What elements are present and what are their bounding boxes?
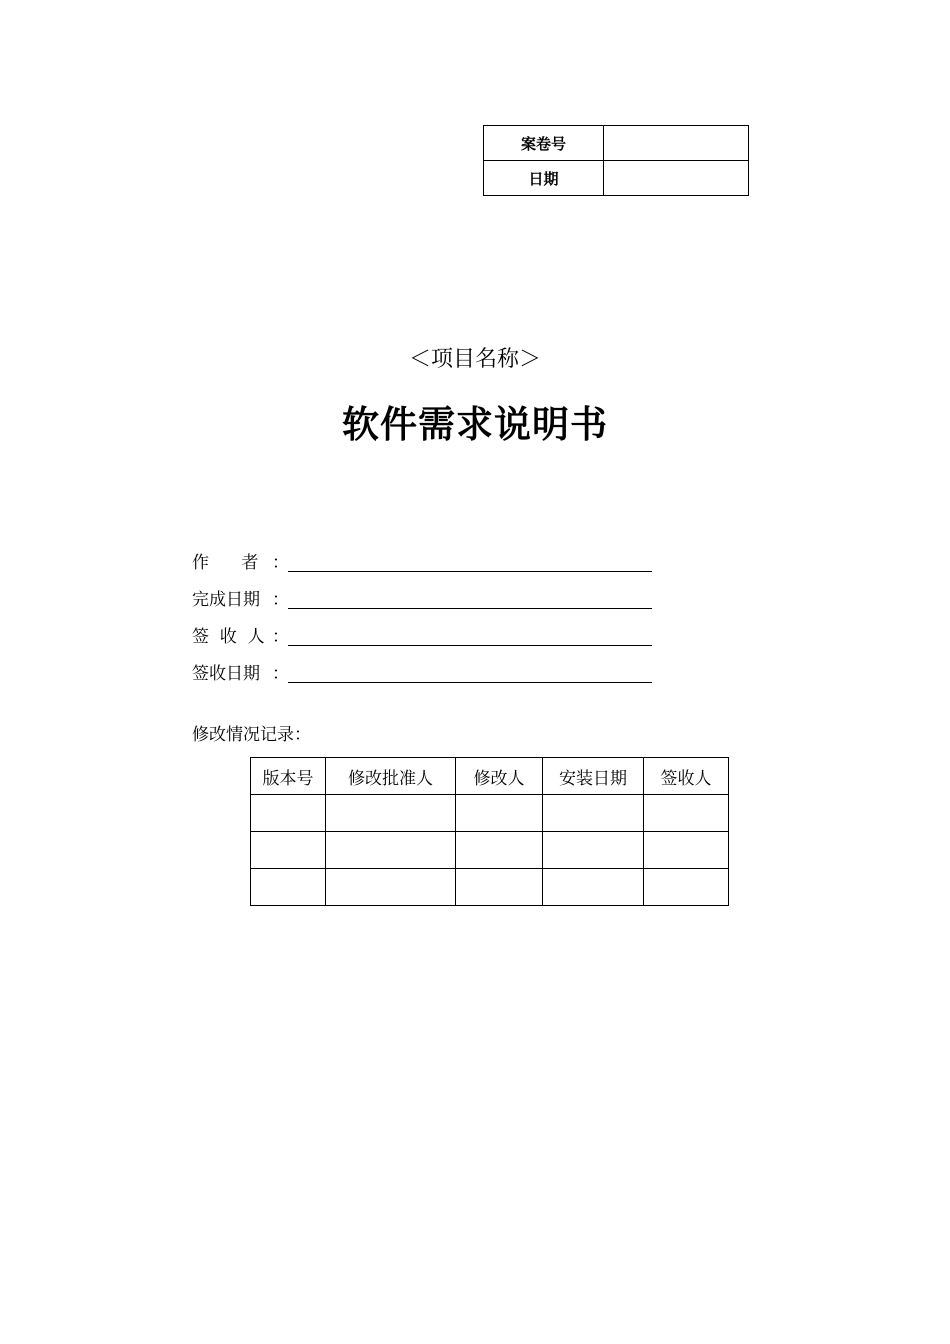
recipient-label: 签 收 人 xyxy=(192,627,265,647)
author-label: 作 者 xyxy=(192,553,259,573)
header-version: 版本号 xyxy=(251,758,326,795)
header-signee: 签收人 xyxy=(644,758,729,795)
completion-date-line[interactable] xyxy=(288,588,652,609)
archive-date-value[interactable] xyxy=(604,161,749,196)
author-colon: ： xyxy=(272,553,289,573)
completion-date-field xyxy=(192,577,662,614)
revision-header-row xyxy=(251,758,729,795)
table-row xyxy=(251,832,729,869)
header-approver: 修改批准人 xyxy=(326,758,456,795)
recipient-line[interactable] xyxy=(288,625,652,646)
receipt-date-label: 签收日期 xyxy=(192,664,260,684)
cell-approver[interactable] xyxy=(326,832,456,869)
cell-signee[interactable] xyxy=(644,832,729,869)
completion-date-colon: ： xyxy=(272,590,289,610)
revision-table xyxy=(250,757,729,906)
receipt-date-line[interactable] xyxy=(288,662,652,683)
cell-install-date[interactable] xyxy=(543,795,644,832)
cell-signee[interactable] xyxy=(644,869,729,906)
cell-modifier[interactable] xyxy=(456,795,543,832)
cell-version[interactable] xyxy=(251,869,326,906)
cell-install-date[interactable] xyxy=(543,832,644,869)
table-row xyxy=(251,869,729,906)
table-row xyxy=(251,795,729,832)
archive-row-case-number xyxy=(484,126,749,161)
author-line[interactable] xyxy=(288,551,652,572)
document-title: 软件需求说明书 xyxy=(342,403,608,446)
archive-date-label: 日期 xyxy=(484,161,604,196)
info-fields xyxy=(192,540,662,688)
cell-approver[interactable] xyxy=(326,795,456,832)
project-name: ＜项目名称＞ xyxy=(408,347,541,372)
cell-version[interactable] xyxy=(251,832,326,869)
receipt-date-field xyxy=(192,651,662,688)
case-number-value[interactable] xyxy=(604,126,749,161)
receipt-date-colon: ： xyxy=(272,664,289,684)
completion-date-label: 完成日期 xyxy=(192,590,260,610)
cell-approver[interactable] xyxy=(326,869,456,906)
case-number-label: 案卷号 xyxy=(484,126,604,161)
recipient-field xyxy=(192,614,662,651)
cell-modifier[interactable] xyxy=(456,869,543,906)
cell-modifier[interactable] xyxy=(456,832,543,869)
header-install-date: 安装日期 xyxy=(543,758,644,795)
author-field xyxy=(192,540,662,577)
archive-row-date xyxy=(484,161,749,196)
archive-info-table xyxy=(483,125,749,196)
cell-signee[interactable] xyxy=(644,795,729,832)
cell-install-date[interactable] xyxy=(543,869,644,906)
recipient-colon: ： xyxy=(272,627,289,647)
revision-caption: 修改情况记录： xyxy=(192,725,311,745)
cell-version[interactable] xyxy=(251,795,326,832)
header-modifier: 修改人 xyxy=(456,758,543,795)
